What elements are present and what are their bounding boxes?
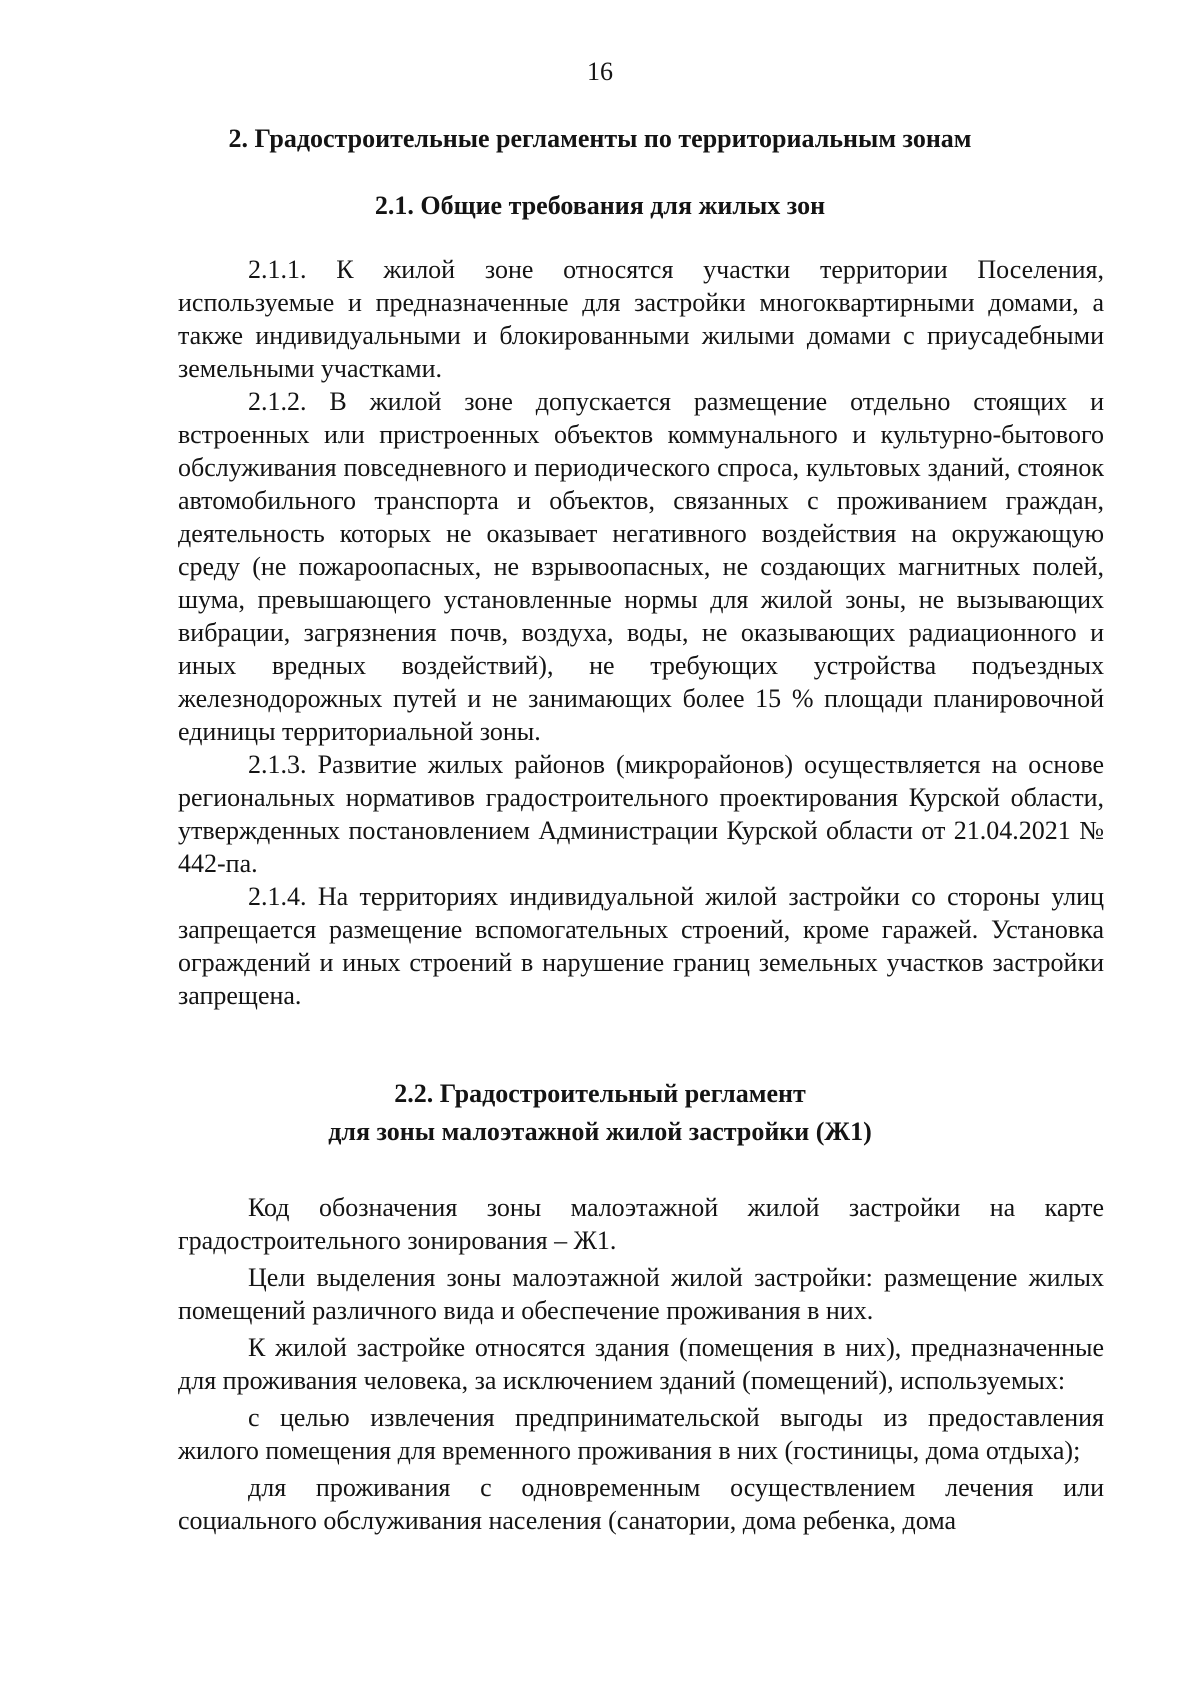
paragraph-exception-sanatoriums: для проживания с одновременным осуществлением лечения или социального обслуживания населения (санатории, дома ребенка, дома [178,1473,1104,1535]
zone-heading-line-1: 2.2. Градостроительный регламент [394,1079,806,1108]
subsection-heading-general: 2.1. Общие требования для жилых зон [374,191,826,220]
general-requirements-text [178,253,1104,1012]
page-number: 16 [587,57,613,86]
subsection-heading-zone [0,1075,1200,1151]
paragraph-residential-buildings: К жилой застройке относятся здания (помещения в них), предназначенные для проживания человека, за исключением зданий (помещений), используемых: [178,1333,1104,1395]
paragraph-exception-hotels: с целью извлечения предпринимательской выгоды из предоставления жилого помещения для временного проживания в них (гостиницы, дома отдыха); [178,1403,1104,1465]
zone-regulation-text [178,1191,1104,1541]
section-heading: 2. Градостроительные регламенты по территориальным зонам [228,124,972,153]
paragraph-2-1-1: 2.1.1. К жилой зоне относятся участки территории Поселения, используемые и предназначенные для застройки многоквартирными домами, а также индивидуальными и блокированными жилыми домами с приусадебными земельными участками. [178,255,1104,383]
paragraph-zone-goals: Цели выделения зоны малоэтажной жилой застройки: размещение жилых помещений различного вида и обеспечение проживания в них. [178,1263,1104,1325]
zone-heading-line-2: для зоны малоэтажной жилой застройки (Ж1) [328,1117,872,1146]
paragraph-2-1-2: 2.1.2. В жилой зоне допускается размещение отдельно стоящих и встроенных или пристроенных объектов коммунального и культурно-бытового обслуживания повседневного и периодического спроса, культовых зданий, стоянок автомобильного транспорта и объектов, связанных с проживанием граждан, деятельность которых не оказывает негативного воздействия на окружающую среду (не пожароопасных, не взрывоопасных, не создающих магнитных полей, шума, превышающего установленные нормы для жилой зоны, не вызывающих вибрации, загрязнения почв, воздуха, воды, не оказывающих радиационного и иных вредных воздействий), не требующих устройства подъездных железнодорожных путей и не занимающих более 15 % площади планировочной единицы территориальной зоны. [178,387,1104,746]
paragraph-2-1-3: 2.1.3. Развитие жилых районов (микрорайонов) осуществляется на основе региональных нормативов градостроительного проектирования Курской области, утвержденных постановлением Администрации Курской области от 21.04.2021 № 442-па. [178,750,1104,878]
paragraph-zone-code: Код обозначения зоны малоэтажной жилой застройки на карте градостроительного зонирования – Ж1. [178,1193,1104,1255]
paragraph-2-1-4: 2.1.4. На территориях индивидуальной жилой застройки со стороны улиц запрещается размещение вспомогательных строений, кроме гаражей. Установка ограждений и иных строений в нарушение границ земельных участков застройки запрещена. [178,882,1104,1010]
